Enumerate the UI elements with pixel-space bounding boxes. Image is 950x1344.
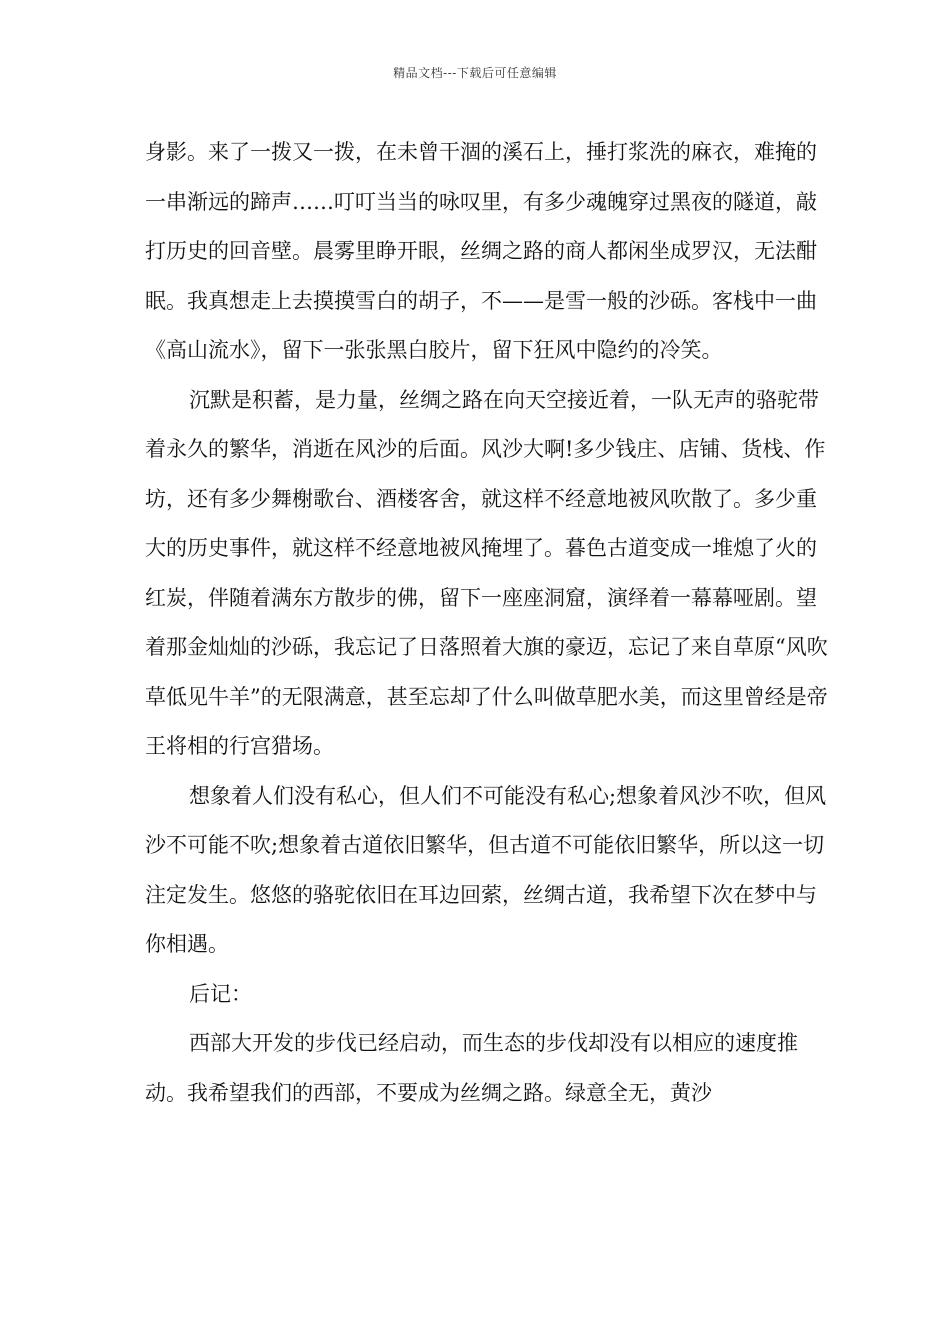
paragraph-5: 西部大开发的步伐已经启动，而生态的步伐却没有以相应的速度推动。我希望我们的西部，不要成为丝绸之路。绿意全无，黄沙 [145, 1031, 798, 1105]
body-text [145, 128, 835, 1118]
paragraph-4: 后记： [189, 981, 252, 1006]
page-header: 精品文档---下载后可任意编辑 [393, 66, 557, 80]
paragraph-2: 沉默是积蓄，是力量，丝绸之路在向天空接近着，一队无声的骆驼带着永久的繁华，消逝在风沙的后面。风沙大啊!多少钱庄、店铺、货栈、作坊，还有多少舞榭歌台、酒楼客舍，就这样不经意地被风吹散了。多少重大的历史事件，就这样不经意地被风掩埋了。暮色古道变成一堆熄了火的红炭，伴随着满东方散步的佛，留下一座座洞窟，演绎着一幕幕哑剧。望着那金灿灿的沙砾，我忘记了日落照着大旗的豪迈，忘记了来自草原“风吹草低见牛羊”的无限满意，甚至忘却了什么叫做草肥水美，而这里曾经是帝王将相的行宫猎场。 [145, 387, 828, 758]
paragraph-3: 想象着人们没有私心，但人们不可能没有私心;想象着风沙不吹，但风沙不可能不吹;想象着古道依旧繁华，但古道不可能依旧繁华，所以这一切注定发生。悠悠的骆驼依旧在耳边回萦，丝绸古道，我希望下次在梦中与你相遇。 [145, 783, 827, 956]
paragraph-1: 身影。来了一拨又一拨，在未曾干涸的溪石上，捶打浆洗的麻衣，难掩的一串渐远的蹄声……叮叮当当的咏叹里，有多少魂魄穿过黑夜的隧道，敲打历史的回音壁。晨雾里睁开眼，丝绸之路的商人都闲坐成罗汉，无法酣眠。我真想走上去摸摸雪白的胡子，不——是雪一般的沙砾。客栈中一曲《高山流水》，留下一张张黑白胶片，留下狂风中隐约的冷笑。 [145, 140, 817, 362]
